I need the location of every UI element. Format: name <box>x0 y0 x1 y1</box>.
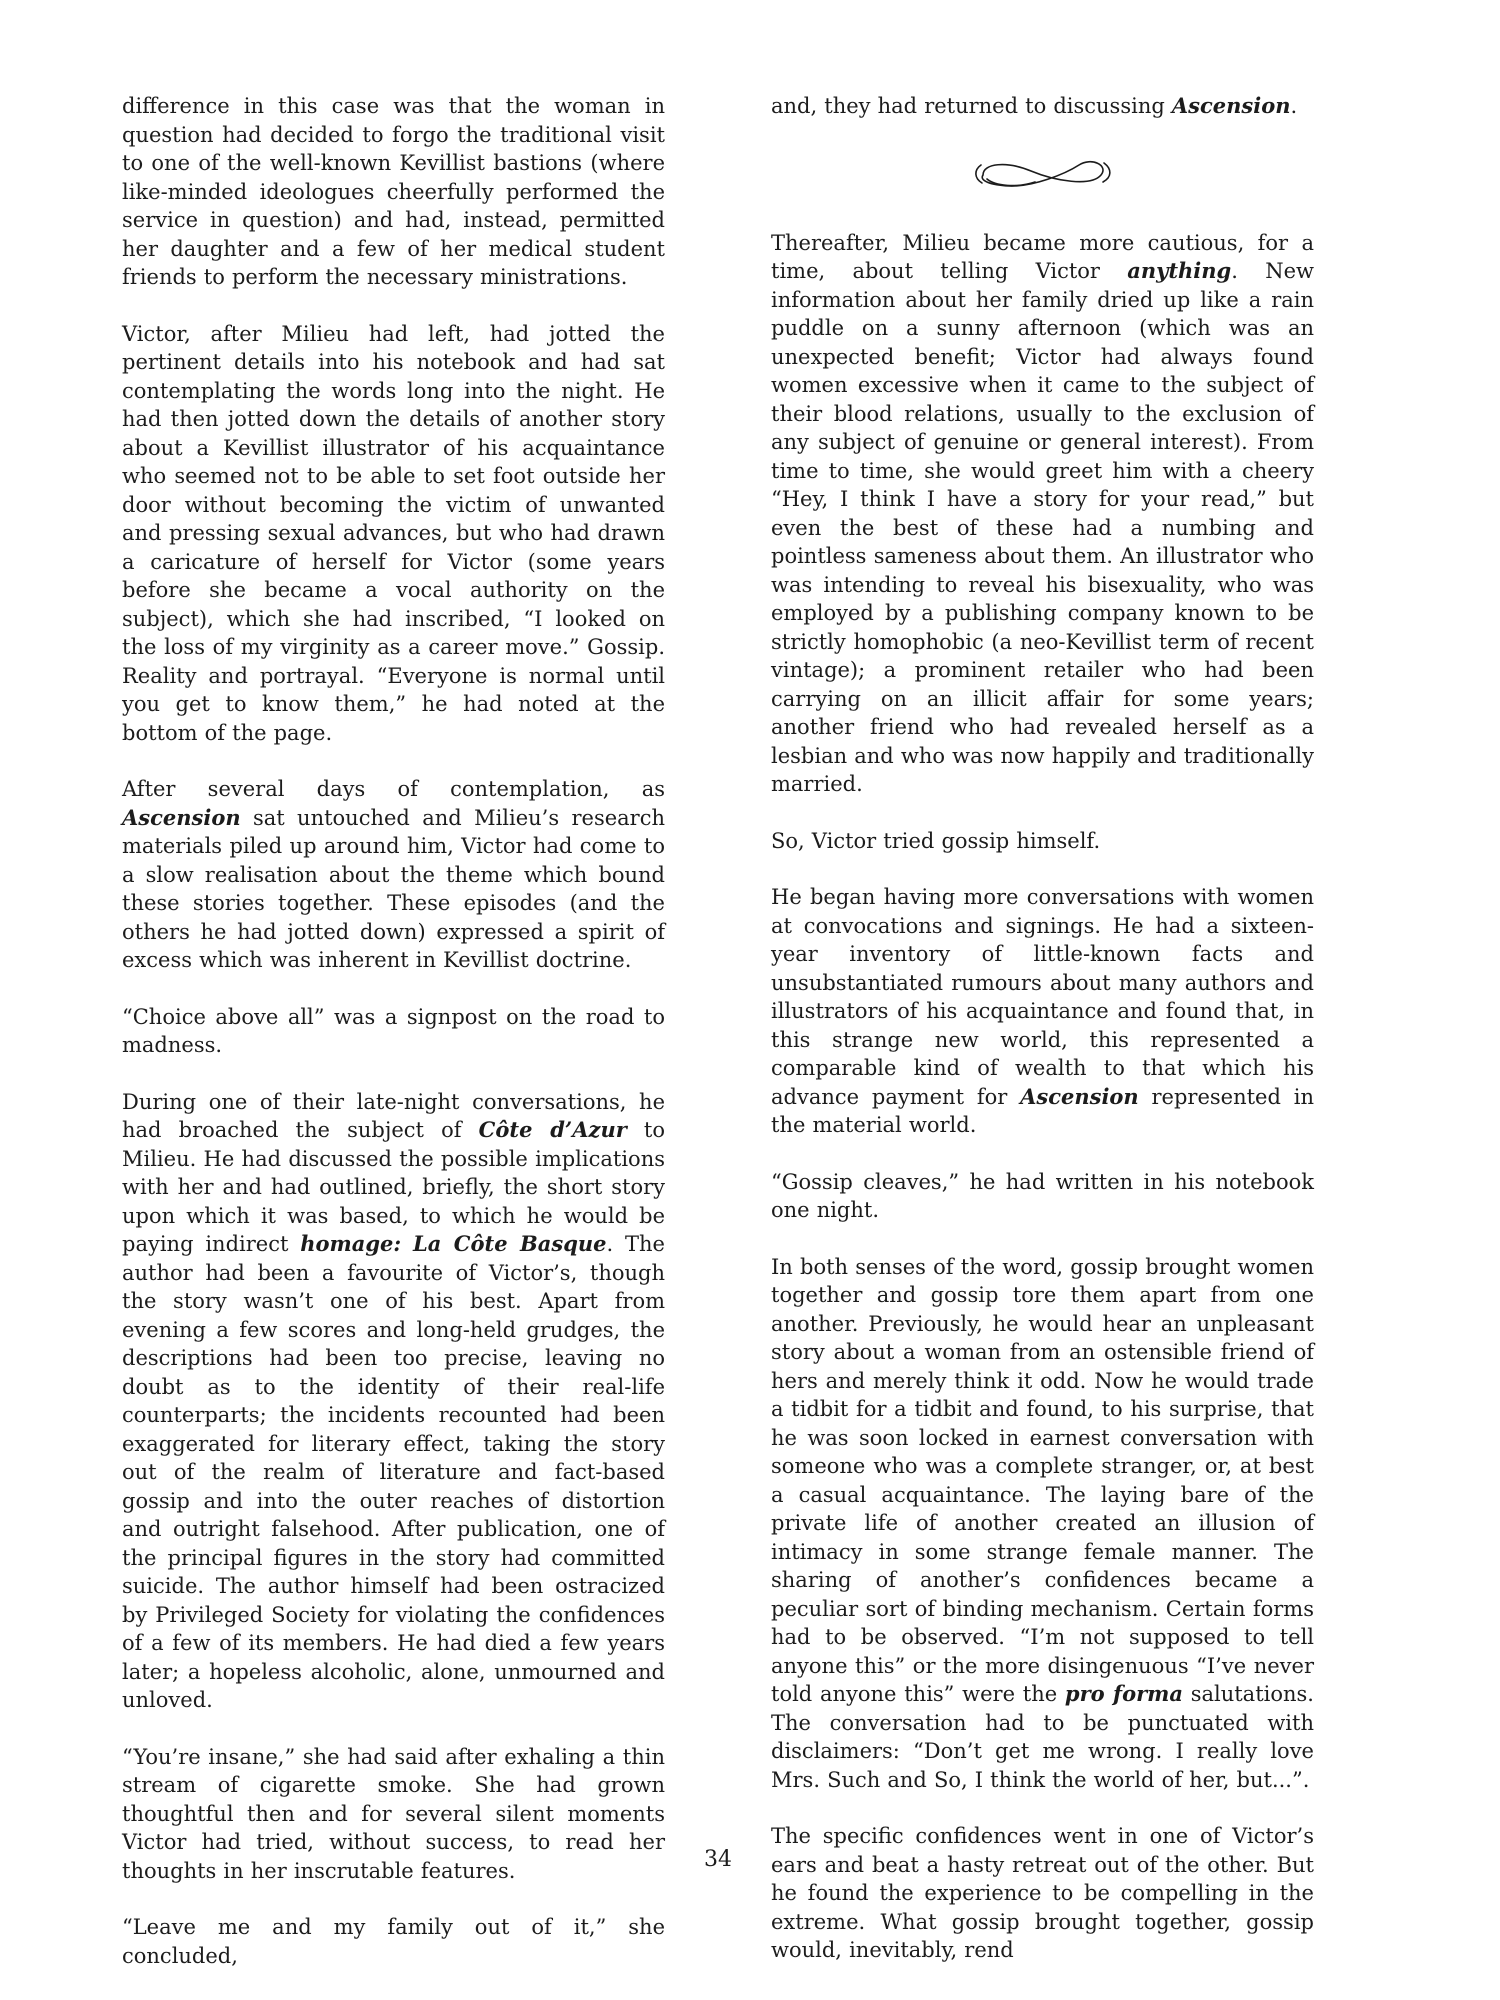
italic-text-run: pro forma <box>1064 1681 1183 1706</box>
text-run: After several days of contemplation, as <box>122 777 665 801</box>
text-run: Victor, after Milieu had left, had jotted the pertinent details into his notebook and had sat contemplating the words long into the night. He had then jotted down the details of another story about a Kevillist illustrator of his acquaintance who seemed not to be able to set foot outside her door without becoming the victim of unwanted and pressing sexual advances, but who had drawn a caricature of herself for Victor (some years before she became a vocal authority on the subject), which she had inscribed, “I looked on the loss of my virginity as a career move.” Gossip. Reality and portrayal. “Everyone is normal until you get to know them,” he had noted at the bottom of the page. <box>122 321 665 745</box>
text-run: and, they had returned to discussing <box>771 94 1172 118</box>
paragraph <box>122 1088 665 1715</box>
left-column <box>122 92 665 1970</box>
text-run: Thereafter, Milieu became more cautious, for a time, about telling Victor <box>771 230 1314 283</box>
paragraph <box>771 883 1314 1140</box>
text-run: “You’re insane,” she had said after exhaling a thin stream of cigarette smoke. She had grown thoughtful then and for several silent moments Victor had tried, without success, to read her thoughts in her inscrutable features. <box>122 1744 665 1883</box>
italic-text-run: Côte d’Azur <box>478 1117 627 1142</box>
text-run: He began having more conversations with women at convocations and signings. He had a sixteen-year inventory of little-known facts and unsubstantiated rumours about many authors and illustrators of his acquaintance and found that, in this strange new world, this represented a comparable kind of wealth to that which his advance payment for <box>771 885 1314 1109</box>
text-run: The specific confidences went in one of Victor’s ears and beat a hasty retreat out of the other. But he found the experience to be compelling in the extreme. What gossip brought together, gossip would, inevitably, rend <box>771 1824 1314 1962</box>
text-run <box>401 1232 413 1256</box>
right-column <box>771 92 1314 1970</box>
italic-text-run: La Côte Basque <box>412 1231 607 1256</box>
paragraph <box>122 1913 665 1970</box>
text-run: During one of their late-night conversations, he had broached the subject of <box>122 1089 665 1142</box>
text-run: salutations. The conversation had to be punctuated with disclaimers: “Don’t get me wrong. I really love Mrs. Such and So, I think the world of her, but...”. <box>771 1682 1314 1792</box>
paragraph <box>771 1253 1314 1795</box>
text-run: . The author had been a favourite of Victor’s, though the story wasn’t one of his best. Apart from evening a few scores and long-held grudges, the descriptions had been too precise, leaving no doubt as to the identity of their real-life counterparts; the incidents recounted had been exaggerated for literary effect, taking the story out of the realm of literature and fact-based gossip and into the outer reaches of distortion and outright falsehood. After publication, one of the principal figures in the story had committed suicide. The author himself had been ostracized by Privileged Society for violating the confidences of a few of its members. He had died a few years later; a hopeless alcoholic, alone, unmourned and unloved. <box>122 1232 665 1712</box>
right-column-body <box>771 229 1314 1965</box>
text-block <box>122 92 1314 1970</box>
text-run: . <box>1290 94 1298 118</box>
text-run: to Milieu. He had discussed the possible implications with her and had outlined, briefly, the short story upon which it was based, to which he would be paying indirect <box>122 1118 665 1256</box>
paragraph <box>771 1822 1314 1965</box>
italic-text-run: Ascension <box>122 804 241 830</box>
text-run: “Choice above all” was a signpost on the road to madness. <box>122 1004 665 1057</box>
text-run: So, Victor tried gossip himself. <box>771 828 1101 853</box>
italic-text-run: Ascension <box>1020 1083 1139 1109</box>
text-run: . New information about her family dried up like a rain puddle on a sunny afternoon (which was an unexpected benefit; Victor had always found women excessive when it came to the subject of their blood relations, usually to the exclusion of any subject of genuine or general interest). From time to time, she would greet him with a cheery “Hey, I think I have a story for your read,” but even the best of these had a numbing and pointless sameness about them. An illustrator who was intending to reveal his bisexuality, who was employed by a publishing company known to be strictly homophobic (a neo-Kevillist term of recent vintage); a prominent retailer who had been carrying on an illicit affair for some years; another friend who had revealed herself as a lesbian and who was now happily and traditionally married. <box>771 259 1314 796</box>
text-run: sat untouched and Milieu’s research materials piled up around him, Victor had come to a slow realisation about the theme which bound these stories together. These episodes (and the others he had jotted down) expressed a spirit of excess which was inherent in Kevillist doctrine. <box>122 805 665 972</box>
italic-text-run: anything <box>1127 258 1232 283</box>
paragraph <box>771 92 1314 121</box>
italic-text-run: homage: <box>300 1231 402 1256</box>
section-divider <box>771 149 1314 199</box>
paragraph <box>122 320 665 748</box>
paragraph <box>771 229 1314 799</box>
paragraph <box>771 827 1314 856</box>
page-number: 34 <box>704 1847 732 1872</box>
text-run: “Leave me and my family out of it,” she concluded, <box>122 1915 665 1968</box>
italic-text-run: Ascension <box>1171 93 1291 118</box>
text-run: In both senses of the word, gossip brought women together and gossip tore them apart from one another. Previously, he would hear an unpleasant story about a woman from an ostensible friend of hers and merely think it odd. Now he would trade a tidbit for a tidbit and found, to his surprise, that he was soon locked in earnest conversation with someone who was a complete stranger, or, at best a casual acquaintance. The laying bare of the private life of another created an illusion of intimacy in some strange female manner. The sharing of another’s confidences became a peculiar sort of binding mechanism. Certain forms had to be observed. “I’m not supposed to tell anyone this” or the more disingenuous “I’ve never told anyone this” were the <box>771 1254 1314 1706</box>
paragraph <box>122 775 665 975</box>
text-run: represented in the material world. <box>771 1084 1314 1137</box>
paragraph <box>122 1003 665 1060</box>
paragraph <box>771 1168 1314 1225</box>
text-run: “Gossip cleaves,” he had written in his notebook one night. <box>771 1169 1314 1222</box>
text-run: difference in this case was that the woman in question had decided to forgo the traditional visit to one of the well-known Kevillist bastions (where like-minded ideologues cheerfully performed the service in question) and had, instead, permitted her daughter and a few of her medical student friends to perform the necessary ministrations. <box>122 94 665 289</box>
calligraphic-flourish-icon <box>973 152 1113 196</box>
paragraph <box>122 92 665 292</box>
